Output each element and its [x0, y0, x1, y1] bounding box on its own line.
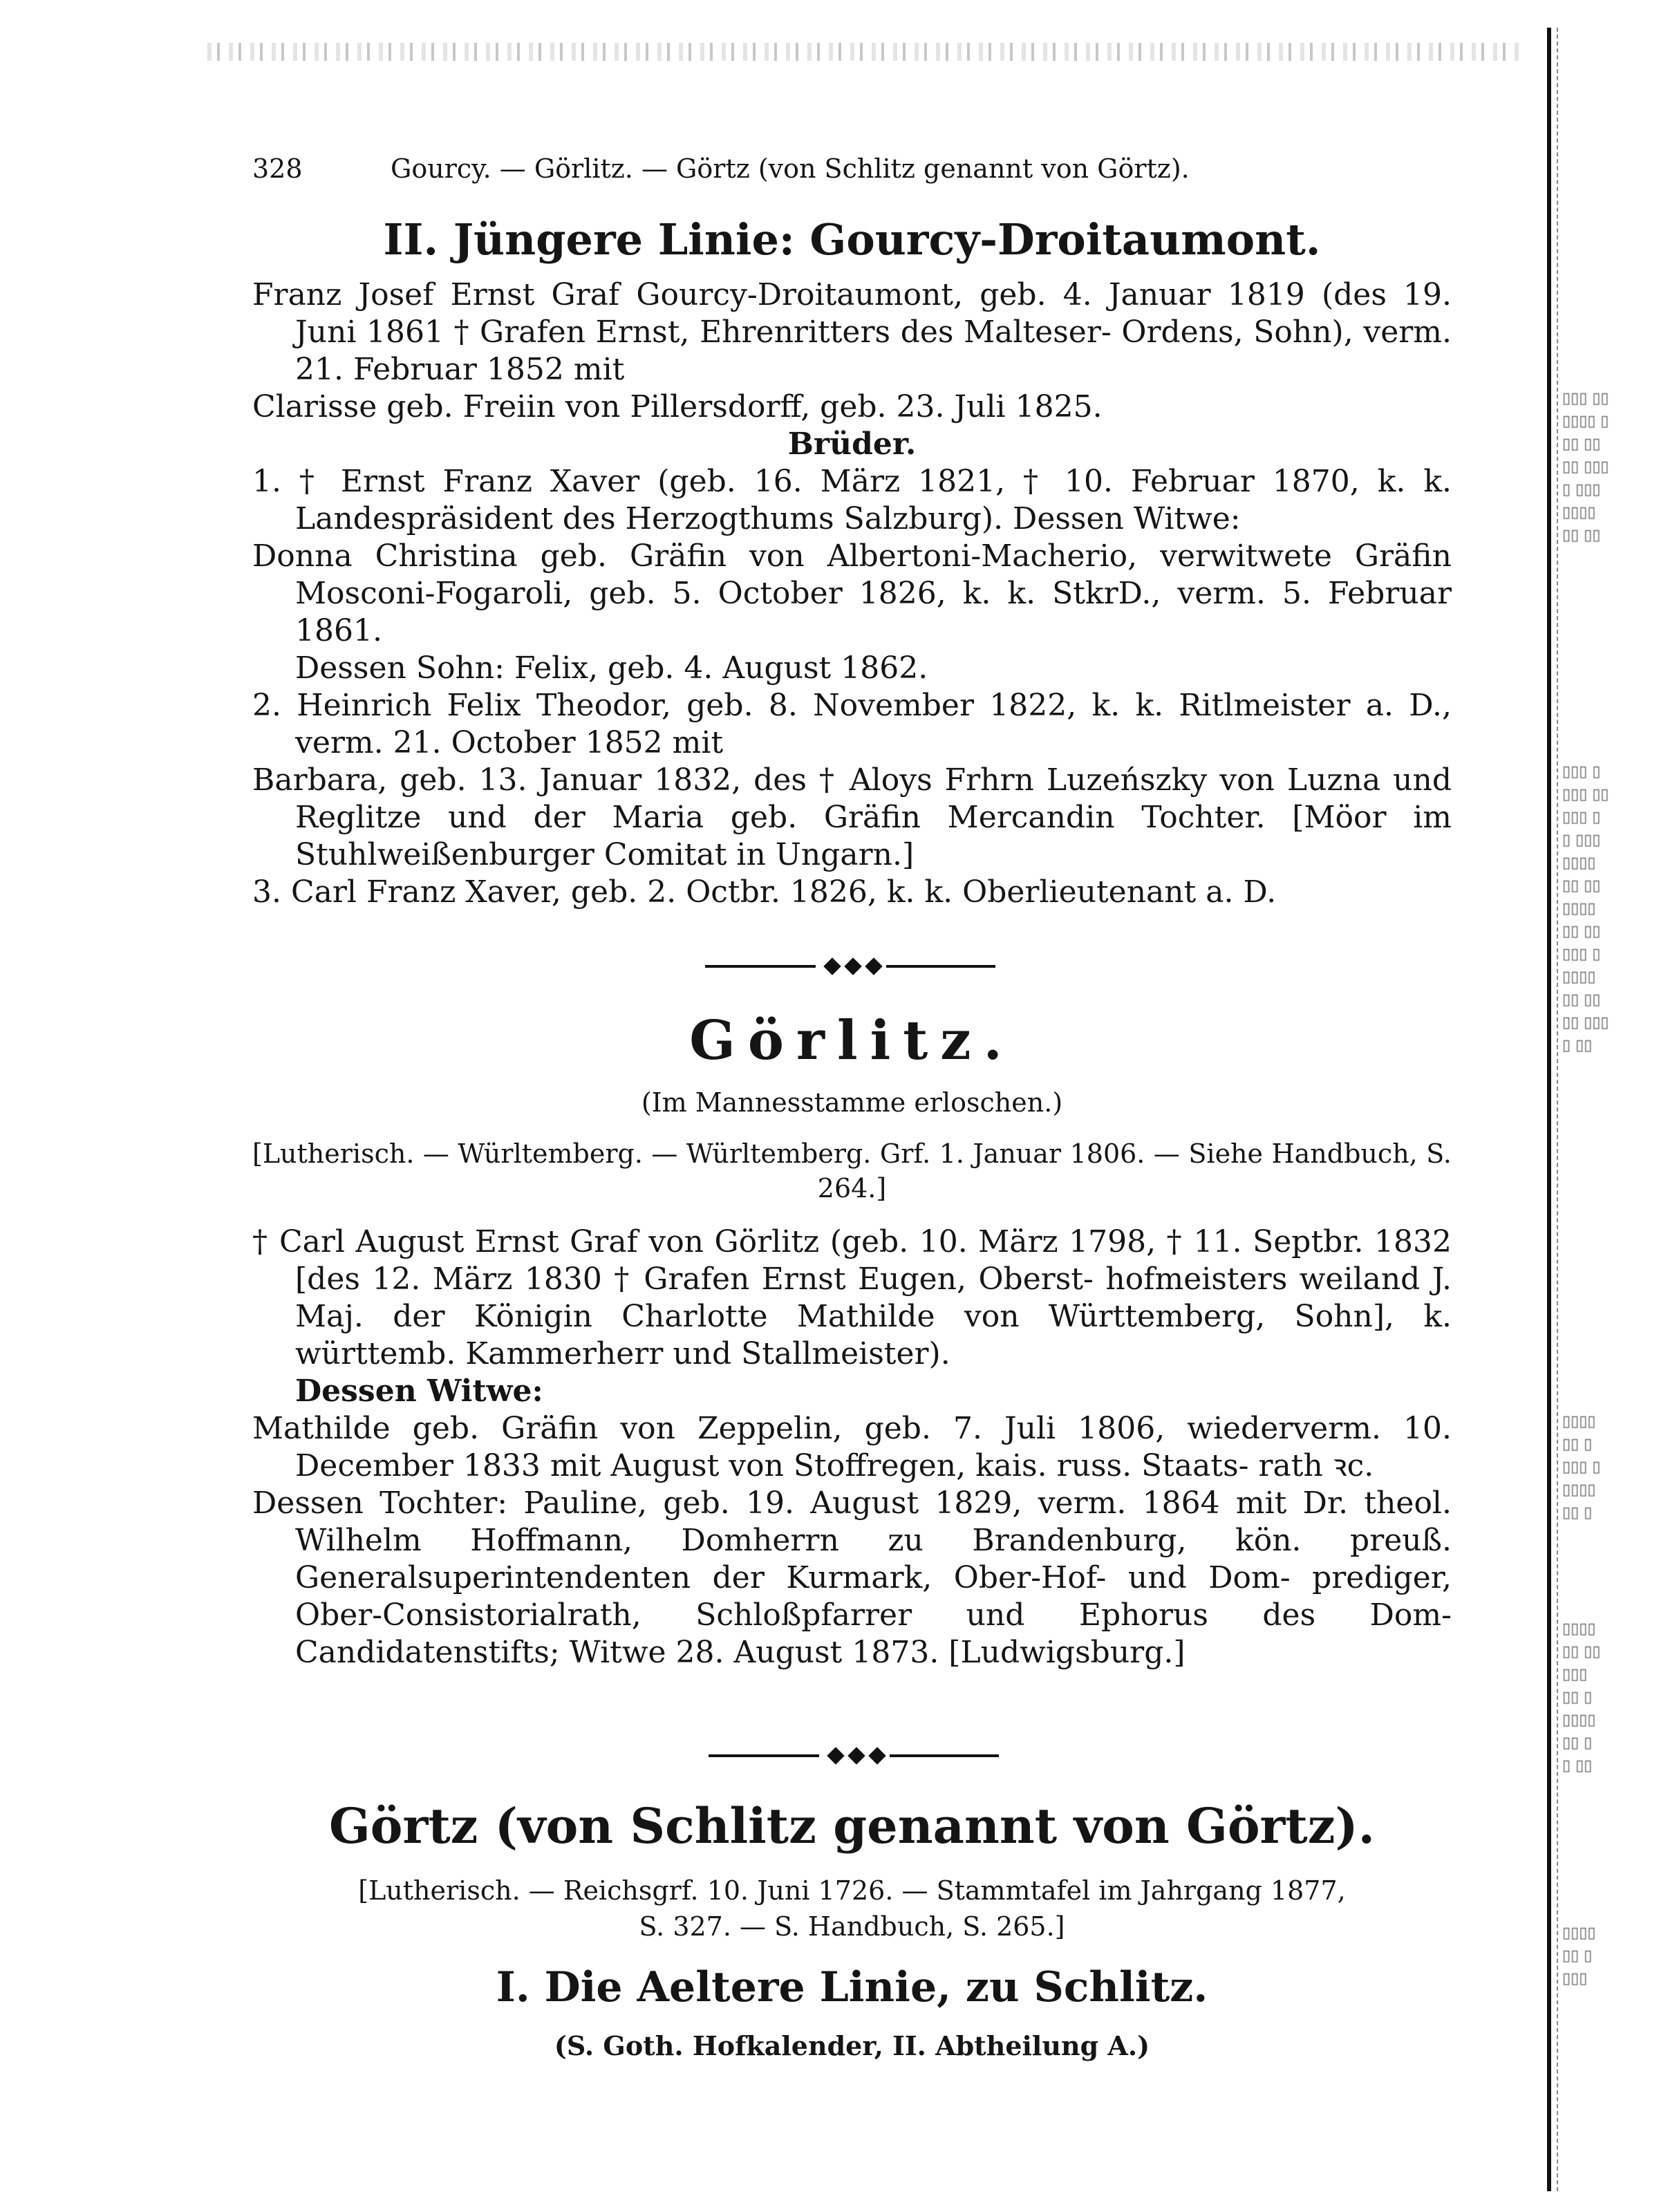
entry-clarisse: Clarisse geb. Freiin von Pillersdorff, geb. 23. Juli 1825. [252, 389, 1103, 424]
section-goertz-subnote: (S. Goth. Hofkalender, II. Abtheilung A.) [554, 2030, 1150, 2061]
scan-artifact-top [207, 43, 1521, 61]
section-goertz-note-line1: [Lutherisch. — Reichsgrf. 10. Juni 1726. — Stammtafel im Jahrgang 1877, [358, 1875, 1346, 1906]
section-heading-goerlitz: Görlitz. [689, 1009, 1015, 1072]
section-goerlitz-subheading: (Im Mannesstamme erloschen.) [641, 1087, 1063, 1118]
section-goertz-subheading: I. Die Aeltere Linie, zu Schlitz. [496, 1963, 1208, 2012]
running-title: Gourcy. — Görlitz. — Görtz (von Schlitz genannt von Görtz). [391, 153, 1190, 184]
divider-ornament [705, 956, 995, 977]
section-goertz-note-line2: S. 327. — S. Handbuch, S. 265.] [639, 1911, 1065, 1942]
entry-carl-august: † Carl August Ernst Graf von Görlitz (geb. 10. März 1798, † 11. Septbr. 1832 [des 12. März 1830 † Grafen Ernst Eugen, Oberst- hofmeisters weiland J. Maj. der Königin Charlotte Mathilde von Württemberg, Sohn], k. württemb. Kammerherr und Stallmeister). [252, 1224, 1452, 1371]
section-gourcy-body [252, 276, 1452, 911]
page-number: 328 [252, 153, 303, 184]
brother-3: 3. Carl Franz Xaver, geb. 2. Octbr. 1826, k. k. Oberlieutenant a. D. [252, 874, 1277, 910]
adjacent-page-edge: ▯▯▯ ▯▯ ▯▯▯▯ ▯ ▯▯ ▯▯ ▯▯ ▯▯▯ ▯ ▯▯▯ ▯▯▯▯ ▯▯ ▯▯ ▯▯▯ ▯ ▯▯▯ ▯▯ ▯▯▯ ▯ ▯ ▯▯▯ ▯▯▯▯ ▯▯ ▯▯ ▯▯▯▯ ▯▯ ▯▯ ▯▯▯ ▯ ▯▯▯▯ ▯▯ ▯▯ ▯▯ ▯▯▯ ▯ ▯▯ ▯▯▯▯ ▯▯ ▯ ▯▯▯ ▯ ▯▯▯▯ ▯▯ ▯ ▯▯▯▯ ▯▯ ▯▯ ▯▯▯ ▯▯ ▯ ▯▯▯▯ ▯▯ ▯ ▯ ▯▯ ▯▯▯▯ ▯▯ ▯ ▯▯▯ [1557, 28, 1659, 2191]
brother-2: 2. Heinrich Felix Theodor, geb. 8. November 1822, k. k. Ritlmeister a. D., verm. 21. October 1852 mit [252, 688, 1452, 760]
brother-1-widow: Donna Christina geb. Gräfin von Albertoni-Macherio, verwitwete Gräfin Mosconi-Fogaroli, geb. 5. October 1826, k. k. StkrD., verm. 5. Februar 1861. [252, 538, 1452, 648]
entry-pauline: Dessen Tochter: Pauline, geb. 19. August 1829, verm. 1864 mit Dr. theol. Wilhelm Hoffmann, Domherrn zu Brandenburg, kön. preuß. Generalsuperintendenten der Kurmark, Ober-Hof- und Dom- prediger, Ober-Consistorialrath, Schloßpfarrer und Ephorus des Dom-Candidatenstifts; Witwe 28. August 1873. [Ludwigsburg.] [252, 1485, 1452, 1670]
brother-1: 1. † Ernst Franz Xaver (geb. 16. März 1821, † 10. Februar 1870, k. k. Landespräsident des Herzogthums Salzburg). Dessen Witwe: [252, 464, 1452, 536]
section-heading-gourcy: II. Jüngere Linie: Gourcy-Droitaumont. [383, 214, 1321, 265]
section-goerlitz-body [252, 1224, 1452, 1671]
brothers-heading: Brüder. [787, 427, 917, 462]
page-gutter-line [1547, 28, 1551, 2191]
widow-label: Dessen Witwe: [295, 1374, 543, 1409]
divider-ornament-2 [709, 1745, 999, 1766]
section-goerlitz-note: [Lutherisch. — Würltemberg. — Würltemberg. Grf. 1. Januar 1806. — Siehe Handbuch, S. 264.] [252, 1138, 1452, 1203]
section-heading-goertz: Görtz (von Schlitz genannt von Görtz). [328, 1797, 1376, 1855]
entry-mathilde: Mathilde geb. Gräfin von Zeppelin, geb. 7. Juli 1806, wiederverm. 10. December 1833 mit August von Stoffregen, kais. russ. Staats- rath ꝛc. [252, 1411, 1452, 1483]
entry-franz-josef: Franz Josef Ernst Graf Gourcy-Droitaumont, geb. 4. Januar 1819 (des 19. Juni 1861 † Grafen Ernst, Ehrenritters des Malteser- Ordens, Sohn), verm. 21. Februar 1852 mit [252, 277, 1452, 387]
brother-1-son: Dessen Sohn: Felix, geb. 4. August 1862. [295, 650, 928, 686]
brother-2-wife: Barbara, geb. 13. Januar 1832, des † Aloys Frhrn Luzeńszky von Luzna und Reglitze und der Maria geb. Gräfin Mercandin Tochter. [Möor im Stuhlweißenburger Comitat in Ungarn.] [252, 762, 1452, 872]
